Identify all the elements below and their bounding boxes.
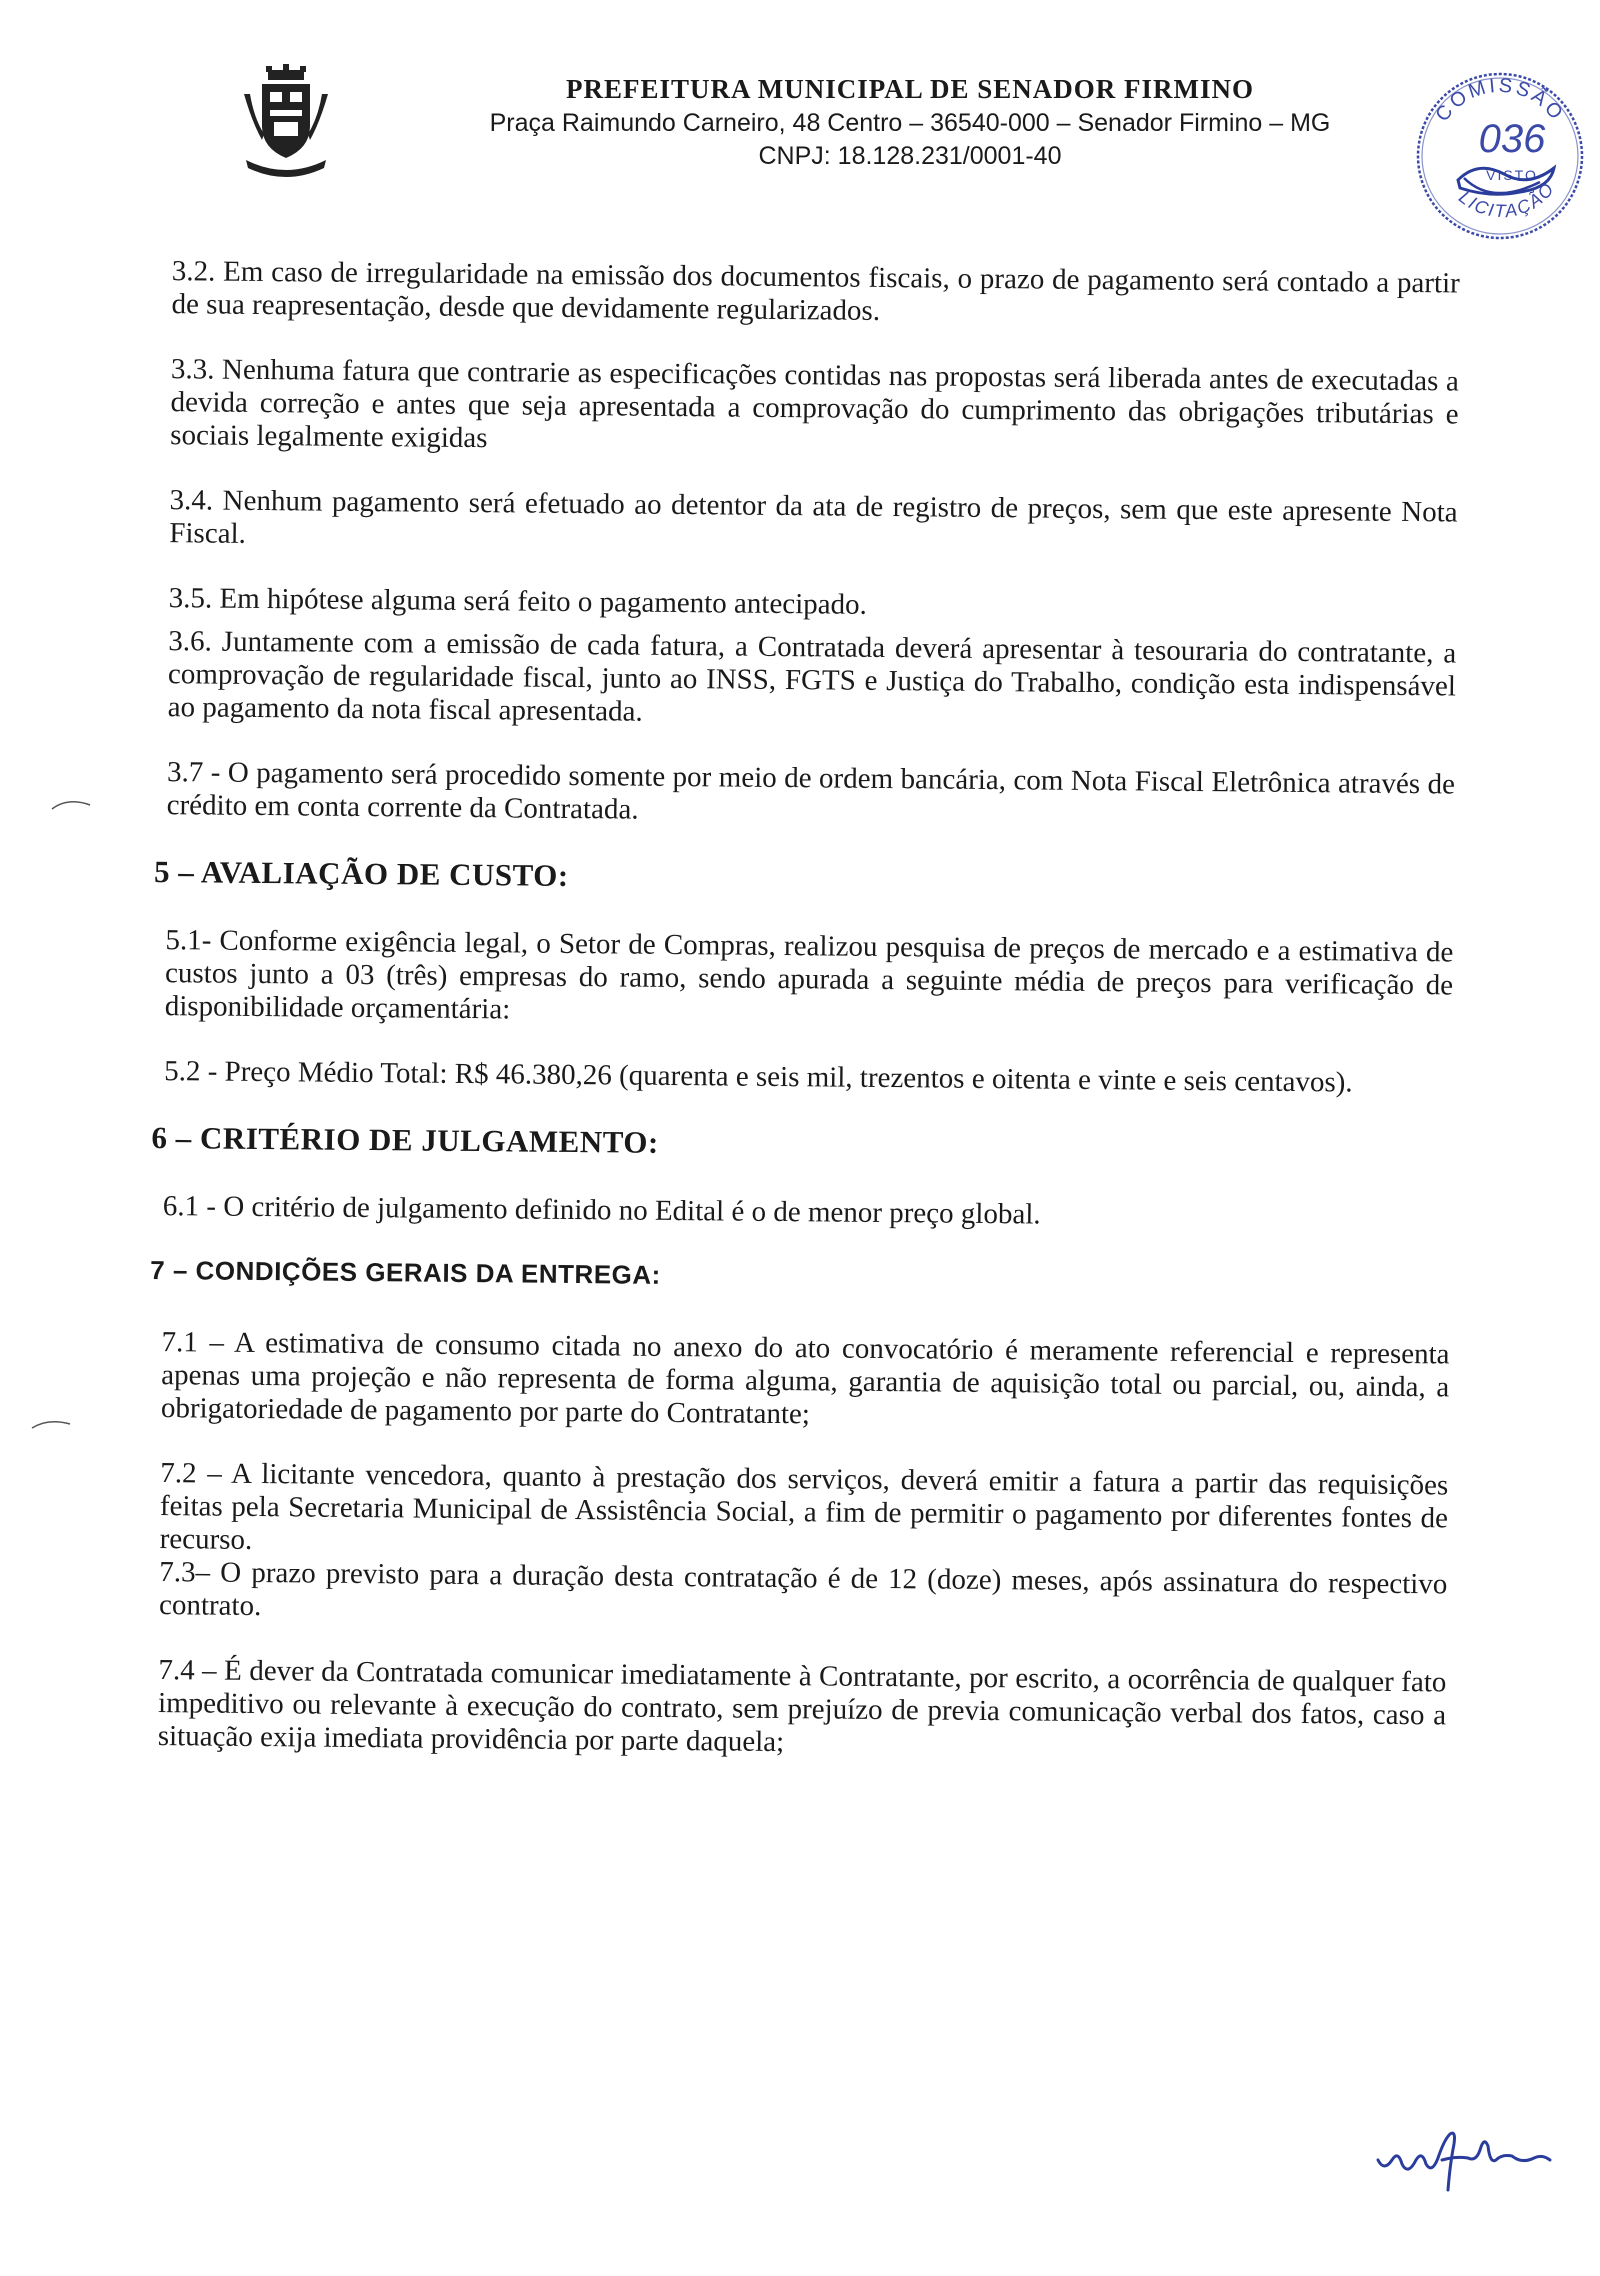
clause-3-4: 3.4. Nenhum pagamento será efetuado ao detentor da ata de registro de preços, sem que este apresente Nota Fiscal.: [169, 484, 1458, 550]
stamp-visto: VISTO: [1486, 167, 1538, 183]
clause-7-1: 7.1 – A estimativa de consumo citada no anexo do ato convocatório é meramente referencial e representa apenas uma projeção e não representa de forma alguma, garantia de aquisição total ou parcial, ou, ainda, a obrigatoriedade de pagamento por parte do Contratante;: [160, 1326, 1450, 1431]
org-address: Praça Raimundo Carneiro, 48 Centro – 36540-000 – Senador Firmino – MG: [489, 109, 1331, 137]
clause-7-2: 7.2 – A licitante vencedora, quanto à prestação dos serviços, deverá emitir a fatura a partir das requisições feitas pela Secretaria Municipal de Assistência Social, a fim de permitir o pagamento por diferentes fontes de recurso.: [159, 1457, 1449, 1556]
commission-stamp: [1400, 56, 1600, 256]
stamp-number: 036: [1478, 117, 1546, 161]
margin-mark: [30, 1414, 74, 1432]
document-body: [145, 255, 1460, 1797]
clause-3-5: 3.5. Em hipótese alguma será feito o pagamento antecipado.: [168, 582, 868, 621]
letterhead: [420, 74, 1400, 171]
handwritten-signature: [1372, 2120, 1562, 2200]
municipal-crest-icon: [238, 64, 334, 184]
stamp-bottom-text: LICITAÇÃO: [1455, 178, 1559, 222]
org-cnpj: CNPJ: 18.128.231/0001-40: [758, 142, 1062, 170]
stamp-top-text: COMISSÃO: [1431, 74, 1569, 126]
clause-5-2: 5.2 - Preço Médio Total: R$ 46.380,26 (quarenta e seis mil, trezentos e oitenta e vinte e seis centavos).: [164, 1055, 1353, 1099]
clause-6-1: 6.1 - O critério de julgamento definido no Edital é o de menor preço global.: [162, 1190, 1041, 1231]
margin-mark: [50, 795, 94, 813]
clause-7-3: 7.3– O prazo previsto para a duração desta contratação é de 12 (doze) meses, após assinatura do respectivo contrato.: [158, 1556, 1448, 1623]
section-5-heading: 5 – AVALIAÇÃO DE CUSTO:: [153, 853, 569, 893]
section-7-heading: 7 – CONDIÇÕES GERAIS DA ENTREGA:: [150, 1254, 661, 1290]
clause-3-2: 3.2. Em caso de irregularidade na emissão dos documentos fiscais, o prazo de pagamento será contado a partir de sua reapresentação, desde que devidamente regularizados.: [171, 255, 1460, 327]
section-6-heading: 6 – CRITÉRIO DE JULGAMENTO:: [151, 1119, 659, 1160]
org-name: PREFEITURA MUNICIPAL DE SENADOR FIRMINO: [565, 74, 1255, 104]
clause-3-7: 3.7 - O pagamento será procedido somente por meio de ordem bancária, com Nota Fiscal Eletrônica através de crédito em conta corrente da Contratada.: [166, 756, 1456, 826]
clause-3-6: 3.6. Juntamente com a emissão de cada fatura, a Contratada deverá apresentar à tesouraria do contratante, a comprovação de regularidade fiscal, junto ao INSS, FGTS e Justiça do Trabalho, condição esta indispensável ao pagamento da nota fiscal apresentada.: [167, 625, 1457, 728]
clause-3-3: 3.3. Nenhuma fatura que contrarie as especificações contidas nas propostas será liberada antes de executadas a devida correção e antes que seja apresentada a comprovação do cumprimento das obrigações tributárias e sociais legalmente exigidas: [170, 353, 1459, 455]
clause-5-1: 5.1- Conforme exigência legal, o Setor de Compras, realizou pesquisa de preços de mercado e a estimativa de custos junto a 03 (três) empresas do ramo, sendo apurada a seguinte média de preços para verificação de disponibilidade orçamentária:: [164, 924, 1454, 1026]
clause-7-4: 7.4 – É dever da Contratada comunicar imediatamente à Contratante, por escrito, a ocorrência de qualquer fato impeditivo ou relevante à execução do contrato, sem prejuízo de previa comunicação verbal dos fatos, caso a situação exija imediata providência por parte daquela;: [157, 1654, 1447, 1759]
